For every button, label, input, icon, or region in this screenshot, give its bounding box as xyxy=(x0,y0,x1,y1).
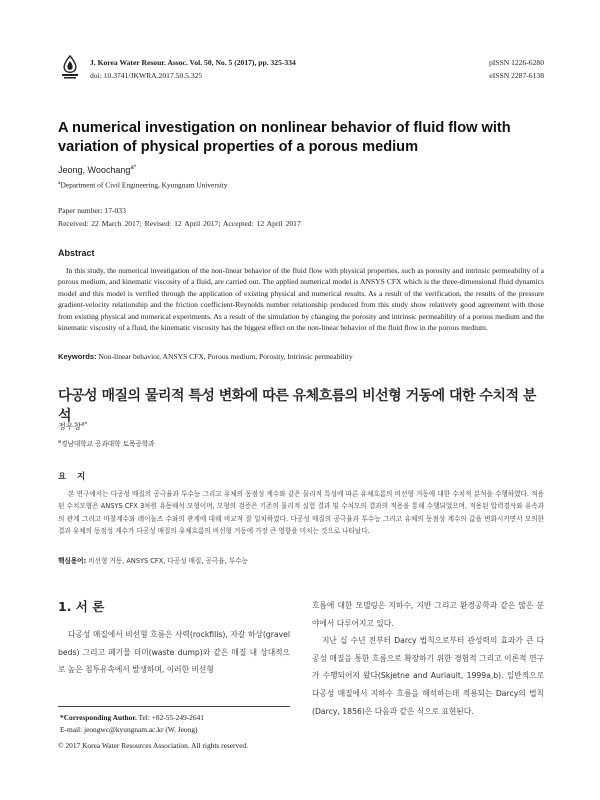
right-paragraph-2: 지난 십 수년 전부터 Darcy 법칙으로부터 관성력의 효과가 큰 다공성 매질을 통한 흐름으로 확장하기 위한 경험적 그리고 이론적 연구가 수행되어져 왔다(Skjetne and Auriault, 1999a,b). 일반적으로 다공성 매질에서 지하수 흐름을 해석하는데 적용되는 Darcy의 법칙(Darcy, 1856)은 다음과 같은 식으로 표현된다. xyxy=(312,636,544,716)
korean-abstract-text: 본 연구에서는 다공성 매질의 공극율과 투수능 그리고 유체의 동점성 계수와 같은 물리적 특성에 따른 유체흐름의 비선형 거동에 대한 수치적 분석을 수행하였다. 적용된 수치모형은 ANSYS CFX 3차원 유동해석 모형이며, 모형의 검증은 기존의 물리적 실험 결과 및 수치모의 결과의 적용을 통해 수행되었으며, 적용된 압력경사와 유속과의 관계 그리고 마찰계수와 레이놀즈 수와의 관계에 대해 비교적 잘 일치하였다. 다공성 매질의 공극율과 투수능 그리고 유체의 동점성 계수의 값을 변화시키면서 모의한 결과 유체의 동점성 계수가 다공성 매질의 유체흐름의 비선형 거동에 가장 큰 영향을 미치는 것으로 나타났다. xyxy=(58,490,544,536)
email[interactable]: E-mail: jeongwc@kyungnam.ac.kr (W. Jeong) xyxy=(60,724,198,734)
footnote-divider xyxy=(58,706,290,707)
korean-affiliation-text: 경남대학교 공과대학 토목공학과 xyxy=(61,440,155,448)
right-column xyxy=(312,597,544,720)
doi[interactable]: doi: 10.3741/JKWRA.2017.50.5.325 xyxy=(90,71,203,80)
affiliation-superscript: a xyxy=(58,180,61,186)
korean-authors xyxy=(58,421,87,432)
right-paragraph-1: 흐름에 대한 모델링은 지하수, 지반 그리고 환경공학과 같은 많은 분야에서 다루어지고 있다. xyxy=(312,601,544,628)
journal-citation: J. Korea Water Resour. Assoc. Vol. 50, No. 5 (2017), pp. 325-334 xyxy=(90,58,296,67)
left-column-text: 다공성 매질에서 비선형 흐름은 사력(rockfills), 자갈 하상(gravel beds) 그리고 폐기물 더미(waste dump)와 같은 매질 내 상대적으로 높은 침투유속에서 발생하며, 이러한 비선형 xyxy=(58,630,290,675)
korean-author-superscript: a* xyxy=(81,421,88,428)
abstract-text: In this study, the numerical investigation of the non-linear behavior of the fluid flow with physical properties, such as porosity and intrinsic permeability of a porous medium, and kinematic viscosity of a fluid, are carried out. The applied numerical model is ANSYS CFX which is the three-dimensional fluid dynamics model and this model is verified through the application of existing physical and numerical results. As a result of the verification, the results of the pressure gradient-velocity relationship and the friction coefficient-Reynolds number relationship produced from this study show relatively good agreement with those from existing physical and numerical experiments. As a result of the simulation by changing the porosity and intrinsic permeability of a porous medium and the kinematic viscosity of a fluid, the kinematic viscosity has the biggest effect on the non-linear behavior of the fluid flow in the porous medium. xyxy=(58,266,544,333)
korean-abstract-heading: 요 지 xyxy=(58,471,90,481)
korean-affiliation-superscript: a xyxy=(58,438,62,445)
eissn: eISSN 2287-6138 xyxy=(489,71,544,80)
korean-keywords-label: 핵심용어: xyxy=(58,557,87,565)
paper-number: Paper number: 17-033 xyxy=(58,206,126,215)
copyright: © 2017 Korea Water Resources Association. All rights reserved. xyxy=(58,741,249,750)
authors xyxy=(58,165,136,175)
korean-affiliation xyxy=(58,438,154,448)
korean-keywords-text: 비선형 거동, ANSYS CFX, 다공성 매질, 공극율, 투수능 xyxy=(88,557,248,565)
author-superscript: a* xyxy=(130,165,137,171)
section-heading: 1. 서 론 xyxy=(58,599,105,614)
abstract-heading: Abstract xyxy=(58,248,95,258)
affiliation xyxy=(58,180,228,189)
author-names: Jeong, Woochang xyxy=(58,165,131,175)
affiliation-text: Department of Civil Engineering, Kyungnam University xyxy=(60,180,228,190)
telephone: Tel: +82-55-249-2641 xyxy=(138,713,204,722)
received-dates: Received: 22 March 2017; Revised: 12 April 2017; Accepted: 12 April 2017 xyxy=(58,219,301,228)
korean-title: 다공성 매질의 물리적 특성 변화에 따른 유체흐름의 비선형 거동에 대한 수치적 분석 xyxy=(58,388,536,424)
korean-keywords xyxy=(58,555,544,565)
korean-author-names: 정우창 xyxy=(58,422,82,431)
keywords-label: Keywords: xyxy=(58,352,97,361)
pissn: pISSN 1226-6280 xyxy=(488,58,544,67)
paper-title: A numerical investigation on nonlinear behavior of fluid flow with variation of physical properties of a porous medium xyxy=(58,120,511,155)
corresponding-label: *Corresponding Author. xyxy=(60,713,137,722)
journal-logo xyxy=(58,54,82,80)
keywords-text: Non-linear behavior, ANSYS CFX, Porous medium, Porosity, Intrinsic permeability xyxy=(98,352,353,361)
corresponding-author xyxy=(60,712,204,735)
keywords xyxy=(58,352,544,361)
